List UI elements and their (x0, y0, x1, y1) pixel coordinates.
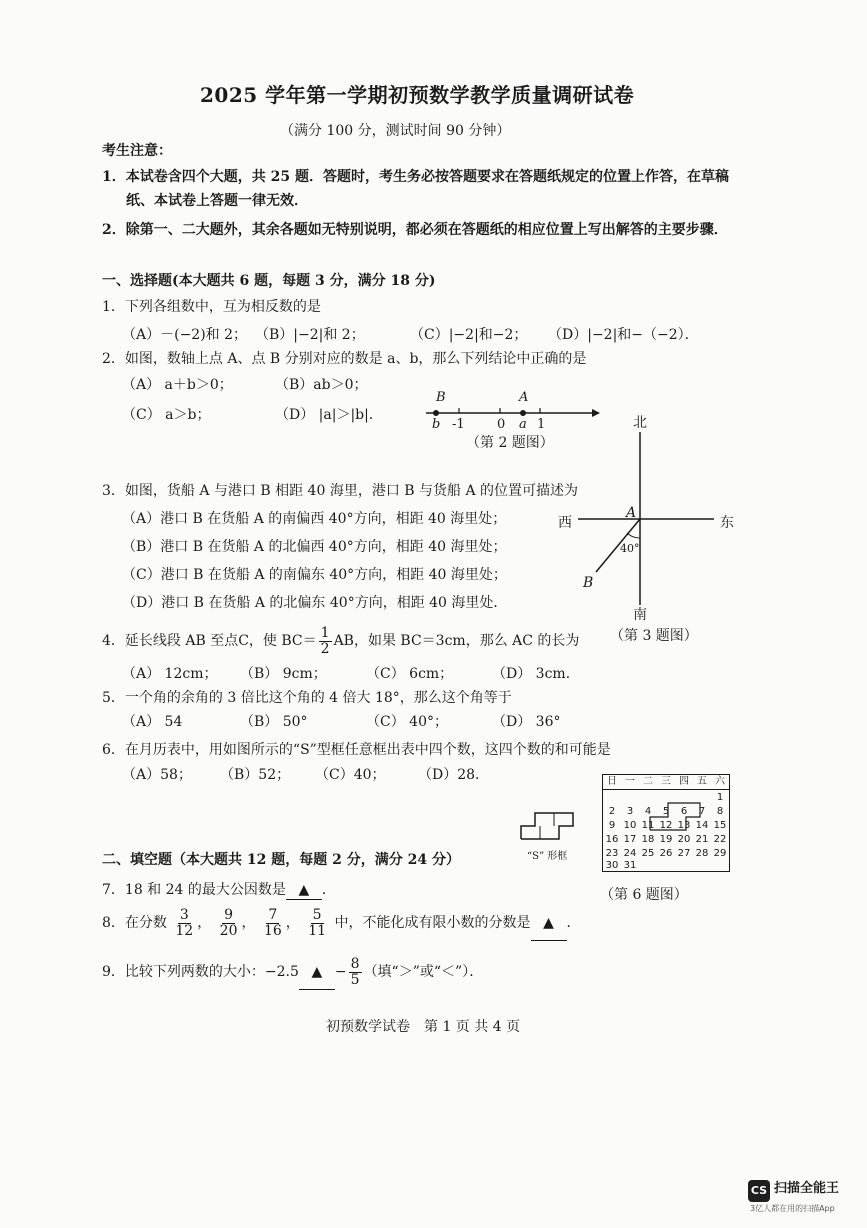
scanner-logo-icon: CS (748, 1180, 770, 1202)
compass-point-b: B (583, 575, 594, 591)
q7-answer-blank[interactable]: ▲ (286, 881, 322, 900)
q8-fraction (173, 908, 195, 939)
q6-option-c: （C）40； (315, 767, 386, 783)
calendar-cell: 1 (716, 792, 724, 803)
calendar-cell: 19 (659, 834, 673, 845)
calendar-cell: 29 (713, 848, 727, 859)
q5-option-a: （A） 54 (122, 714, 183, 730)
q4-option-a: （A） 12cm； (122, 666, 218, 682)
calendar-header-cell: 六 (715, 776, 725, 787)
scanner-tagline: 3亿人都在用的扫描App (750, 1204, 835, 1213)
tick-label-zero: 0 (497, 417, 506, 432)
q9-fraction (349, 957, 362, 988)
calendar-cell: 11 (641, 820, 655, 831)
q8 (102, 906, 581, 940)
q6-option-b: （B）52； (220, 767, 291, 783)
tick-label-a: a (519, 417, 527, 432)
q7 (102, 881, 336, 900)
q2-option-a: （A） a＋b＞0； (122, 377, 233, 393)
q8-stem-pre: 8．在分数 (102, 915, 167, 931)
calendar-cell: 14 (695, 820, 709, 831)
figure-3-caption: （第 3 题图） (610, 628, 698, 644)
section-2-heading: 二、填空题（本大题共 12 题，每题 2 分，满分 24 分） (102, 852, 460, 868)
q4-option-b: （B） 9cm； (240, 666, 327, 682)
q6-option-d: （D）28． (418, 767, 490, 783)
calendar-cell: 7 (698, 806, 706, 817)
q5-option-b: （B） 50° (240, 714, 308, 730)
q2-option-c: （C） a＞b； (122, 407, 211, 423)
q1-stem: 1．下列各组数中，互为相反数的是 (102, 299, 321, 315)
q7-stem: 7．18 和 24 的最大公因数是 (102, 882, 286, 898)
q6-stem: 6．在月历表中，用如图所示的“S”型框任意框出表中四个数，这四个数的和可能是 (102, 742, 611, 758)
compass-north: 北 (633, 415, 647, 431)
label-point-a: A (519, 390, 529, 405)
calendar-cell: 8 (716, 806, 724, 817)
page-footer: 初预数学试卷 第 1 页 共 4 页 (326, 1019, 521, 1035)
calendar-cell: 4 (644, 806, 652, 817)
calendar-cell: 5 (662, 806, 670, 817)
calendar-cell: 25 (641, 848, 655, 859)
q8-fraction (218, 908, 240, 939)
q8-fraction-num: 9 (224, 906, 234, 923)
section-1-heading: 一、选择题(本大题共 6 题，每题 3 分，满分 18 分) (102, 273, 436, 289)
calendar-header-cell: 一 (625, 776, 635, 787)
calendar-cell: 28 (695, 848, 709, 859)
q7-end: ． (321, 882, 336, 898)
calendar-cell: 31 (623, 860, 637, 871)
calendar-cell: 24 (623, 848, 637, 859)
calendar-cell: 6 (680, 806, 688, 817)
compass-south: 南 (633, 607, 647, 623)
q6-option-a: （A）58； (122, 767, 192, 783)
q9-stem-post: （填“＞”或“＜”）． (363, 964, 484, 980)
calendar-cell: 22 (713, 834, 727, 845)
calendar-cell: 3 (626, 806, 634, 817)
page-subtitle: （满分 100 分，测试时间 90 分钟） (280, 123, 511, 139)
figure-2-caption: （第 2 题图） (466, 435, 554, 451)
q1-option-d: （D）|−2|和−（−2）． (548, 327, 699, 343)
q9-minus: − (334, 964, 347, 980)
q3-option-c: （C）港口 B 在货船 A 的南偏东 40°方向，相距 40 海里处； (122, 567, 507, 583)
q8-fraction-num: 7 (268, 906, 278, 923)
figure-6-caption: （第 6 题图） (600, 887, 688, 903)
calendar-cell: 30 (605, 860, 619, 871)
calendar-header-cell: 日 (607, 776, 617, 787)
calendar-header-cell: 二 (643, 776, 653, 787)
q9-stem-pre: 9．比较下列两数的大小：−2.5 (102, 964, 299, 980)
page-title: 2025 学年第一学期初预数学教学质量调研试卷 (200, 83, 635, 107)
compass-point-a: A (626, 505, 637, 521)
q8-fraction-den: 20 (219, 922, 238, 939)
q5-stem: 5．一个角的余角的 3 倍比这个角的 4 倍大 18°，那么这个角等于 (102, 690, 512, 706)
q9-answer-blank[interactable]: ▲ (299, 955, 335, 990)
q2-option-b: （B）ab＞0； (275, 377, 368, 393)
q8-end: ． (566, 915, 581, 931)
q8-fraction-den: 11 (308, 922, 327, 939)
q9-fraction-num: 8 (350, 955, 360, 972)
scanner-brand: 扫描全能王 (774, 1181, 840, 1196)
calendar-cell: 20 (677, 834, 691, 845)
q3-option-b: （B）港口 B 在货船 A 的北偏西 40°方向，相距 40 海里处； (122, 539, 507, 555)
notice-heading: 考生注意： (102, 143, 172, 159)
q5-option-c: （C） 40°； (366, 714, 448, 730)
calendar-cell: 16 (605, 834, 619, 845)
q8-fraction-den: 12 (175, 922, 194, 939)
q8-stem-post: 中，不能化成有限小数的分数是 (334, 915, 531, 931)
q8-answer-blank[interactable]: ▲ (531, 906, 567, 941)
q8-separator: ， (241, 915, 256, 931)
notice-item-1: 1．本试卷含四个大题，共 25 题．答题时，考生务必按答题要求在答题纸规定的位置上作答，在草稿 (102, 169, 729, 185)
q8-fraction-den: 16 (263, 922, 282, 939)
q8-fraction-num: 5 (312, 906, 322, 923)
calendar-cell: 13 (677, 820, 691, 831)
notice-item-1-cont: 纸、本试卷上答题一律无效． (126, 193, 308, 209)
calendar-cell: 10 (623, 820, 637, 831)
calendar-header-cell: 四 (679, 776, 689, 787)
tick-label-minus-1: -1 (452, 417, 465, 432)
q4-fraction-den: 2 (320, 640, 330, 657)
q4-fraction-num: 1 (320, 624, 330, 641)
q1-option-c: （C）|−2|和−2； (410, 327, 528, 343)
q2-option-d: （D） |a|＞|b|． (275, 407, 383, 423)
q4-option-c: （C） 6cm； (366, 666, 454, 682)
calendar-cell: 18 (641, 834, 655, 845)
calendar-cell: 12 (659, 820, 673, 831)
q2-stem: 2．如图，数轴上点 A、点 B 分别对应的数是 a、b，那么下列结论中正确的是 (102, 351, 587, 367)
q4-stem-post: AB，如果 BC＝3cm，那么 AC 的长为 (333, 633, 580, 649)
calendar-cell: 26 (659, 848, 673, 859)
calendar-header-cell: 五 (697, 776, 707, 787)
calendar-cell: 27 (677, 848, 691, 859)
notice-item-2: 2．除第一、二大题外，其余各题如无特别说明，都必须在答题纸的相应位置上写出解答的主要步骤． (102, 222, 728, 238)
q8-fraction-num: 3 (179, 906, 189, 923)
calendar-cell: 17 (623, 834, 637, 845)
q3-option-a: （A）港口 B 在货船 A 的南偏西 40°方向，相距 40 海里处； (122, 511, 507, 527)
calendar-header-cell: 三 (661, 776, 671, 787)
q1-option-b: （B）|−2|和 2； (255, 327, 365, 343)
q5-option-d: （D） 36° (492, 714, 561, 730)
q8-fraction (306, 908, 328, 939)
tick-label-b: b (432, 417, 441, 432)
s-shape-label: “S” 形框 (527, 851, 568, 862)
q4-option-d: （D） 3cm． (492, 666, 580, 682)
calendar-cell: 9 (608, 820, 616, 831)
calendar-cell: 23 (605, 848, 619, 859)
tick-label-one: 1 (537, 417, 546, 432)
label-point-b: B (436, 390, 446, 405)
q1-option-a: （A）－(−2)和 2； (122, 327, 248, 343)
compass-west: 西 (558, 515, 572, 531)
q8-fraction (262, 908, 284, 939)
q3-stem: 3．如图，货船 A 与港口 B 相距 40 海里，港口 B 与货船 A 的位置可描述为 (102, 483, 579, 499)
q8-separator: ， (285, 915, 300, 931)
calendar-cell: 21 (695, 834, 709, 845)
q3-option-d: （D）港口 B 在货船 A 的北偏东 40°方向，相距 40 海里处． (122, 595, 508, 611)
compass-east: 东 (720, 515, 734, 531)
calendar-cell: 2 (608, 806, 616, 817)
q8-separator: ， (197, 915, 212, 931)
q9 (102, 955, 483, 989)
q9-fraction-den: 5 (350, 971, 360, 988)
calendar-cell: 15 (713, 820, 727, 831)
q4-stem-pre: 4．延长线段 AB 至点C，使 BC＝ (102, 633, 317, 649)
compass-angle-label: 40° (620, 542, 640, 555)
